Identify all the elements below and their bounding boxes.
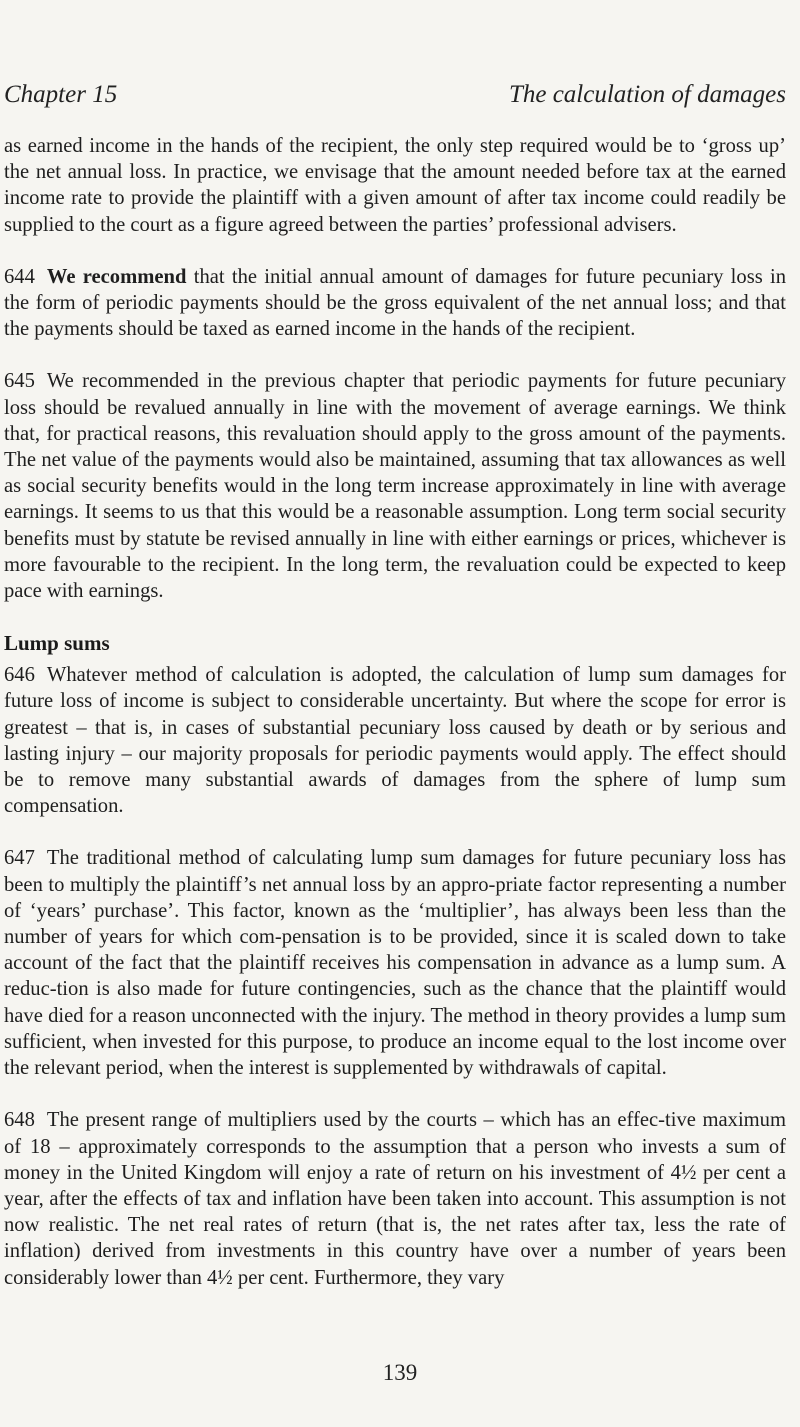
paragraph-number: 645	[4, 370, 35, 393]
recommendation-lead: We recommend	[46, 265, 187, 288]
running-head	[4, 0, 786, 120]
section-heading: Lump sums	[4, 631, 110, 656]
page-body	[4, 133, 786, 1291]
paragraph-645	[4, 368, 786, 604]
paragraph-644	[4, 264, 786, 343]
chapter-title: The calculation of damages	[508, 81, 786, 108]
paragraph-number: 648	[4, 1109, 35, 1132]
paragraph-continued	[4, 133, 786, 238]
paragraph-text: that the initial annual amount of damages for future pecuniary loss in the form of periodic payments should be the gross equivalent of the net annual loss; and that the payments should be taxed as earned income in the hands of the recipient.	[4, 265, 787, 341]
paragraph-648	[4, 1107, 786, 1290]
page-number: 139	[382, 1360, 418, 1385]
paragraph-text: Whatever method of calculation is adopted, the calculation of lump sum damages for future loss of income is subject to considerable uncertainty. But where the scope for error is greatest – that is, in cases of substantial pecuniary loss caused by death or by serious and lasting injury – our majority proposals for periodic payments would apply. The effect should be to remove many substantial awards of damages from the sphere of lump sum compensation.	[4, 664, 786, 818]
paragraph-number: 647	[4, 847, 35, 870]
paragraph-646	[4, 662, 786, 819]
paragraph-647	[4, 845, 786, 1081]
paragraph-text: We recommended in the previous chapter that periodic payments for future pecuniary loss should be revalued annually in line with the movement of average earnings. We think that, for practical reasons, this revaluation should apply to the gross amount of the payments. The net value of the payments would also be maintained, assuming that tax allowances as well as social security benefits would in the long term increase approximately in line with average earnings. It seems to us that this would be a reasonable assumption. Long term social security benefits must by statute be revised annually in line with either earnings or prices, whichever is more favourable to the recipient. In the long term, the revaluation could be expected to keep pace with earnings.	[4, 370, 786, 603]
paragraph-number: 644	[4, 265, 35, 288]
paragraph-text: The traditional method of calculating lump sum damages for future pecuniary loss has been to multiply the plaintiff’s net annual loss by an appro-priate factor representing a number of ‘years’ purchase’. This factor, known as the ‘multiplier’, has always been less than the number of years for which com-pensation is to be provided, since it is scaled down to take account of the fact that the plaintiff receives his compensation in advance as a lump sum. A reduc-tion is also made for future contingencies, such as the chance that the plaintiff would have died for a reason unconnected with the injury. The method in theory provides a lump sum sufficient, when invested for this purpose, to produce an income equal to the lost income over the relevant period, when the interest is supplemented by withdrawals of capital.	[4, 847, 786, 1080]
paragraph-text: The present range of multipliers used by the courts – which has an effec-tive maximum of 18 – approximately corresponds to the assumption that a person who invests a sum of money in the United Kingdom will enjoy a rate of return on his investment of 4½ per cent a year, after the effects of tax and inflation have been taken into account. This assumption is not now realistic. The net real rates of return (that is, the net rates after tax, less the rate of inflation) derived from investments in this country have over a number of years been considerably lower than 4½ per cent. Furthermore, they vary	[4, 1109, 786, 1289]
chapter-label: Chapter 15	[4, 81, 118, 108]
paragraph-text: as earned income in the hands of the recipient, the only step required would be to ‘gross up’ the net annual loss. In practice, we envisage that the amount needed before tax at the earned income rate to provide the plaintiff with a given amount of after tax income could readily be supplied to the court as a figure agreed between the parties’ professional advisers.	[4, 135, 786, 236]
paragraph-number: 646	[4, 664, 35, 687]
